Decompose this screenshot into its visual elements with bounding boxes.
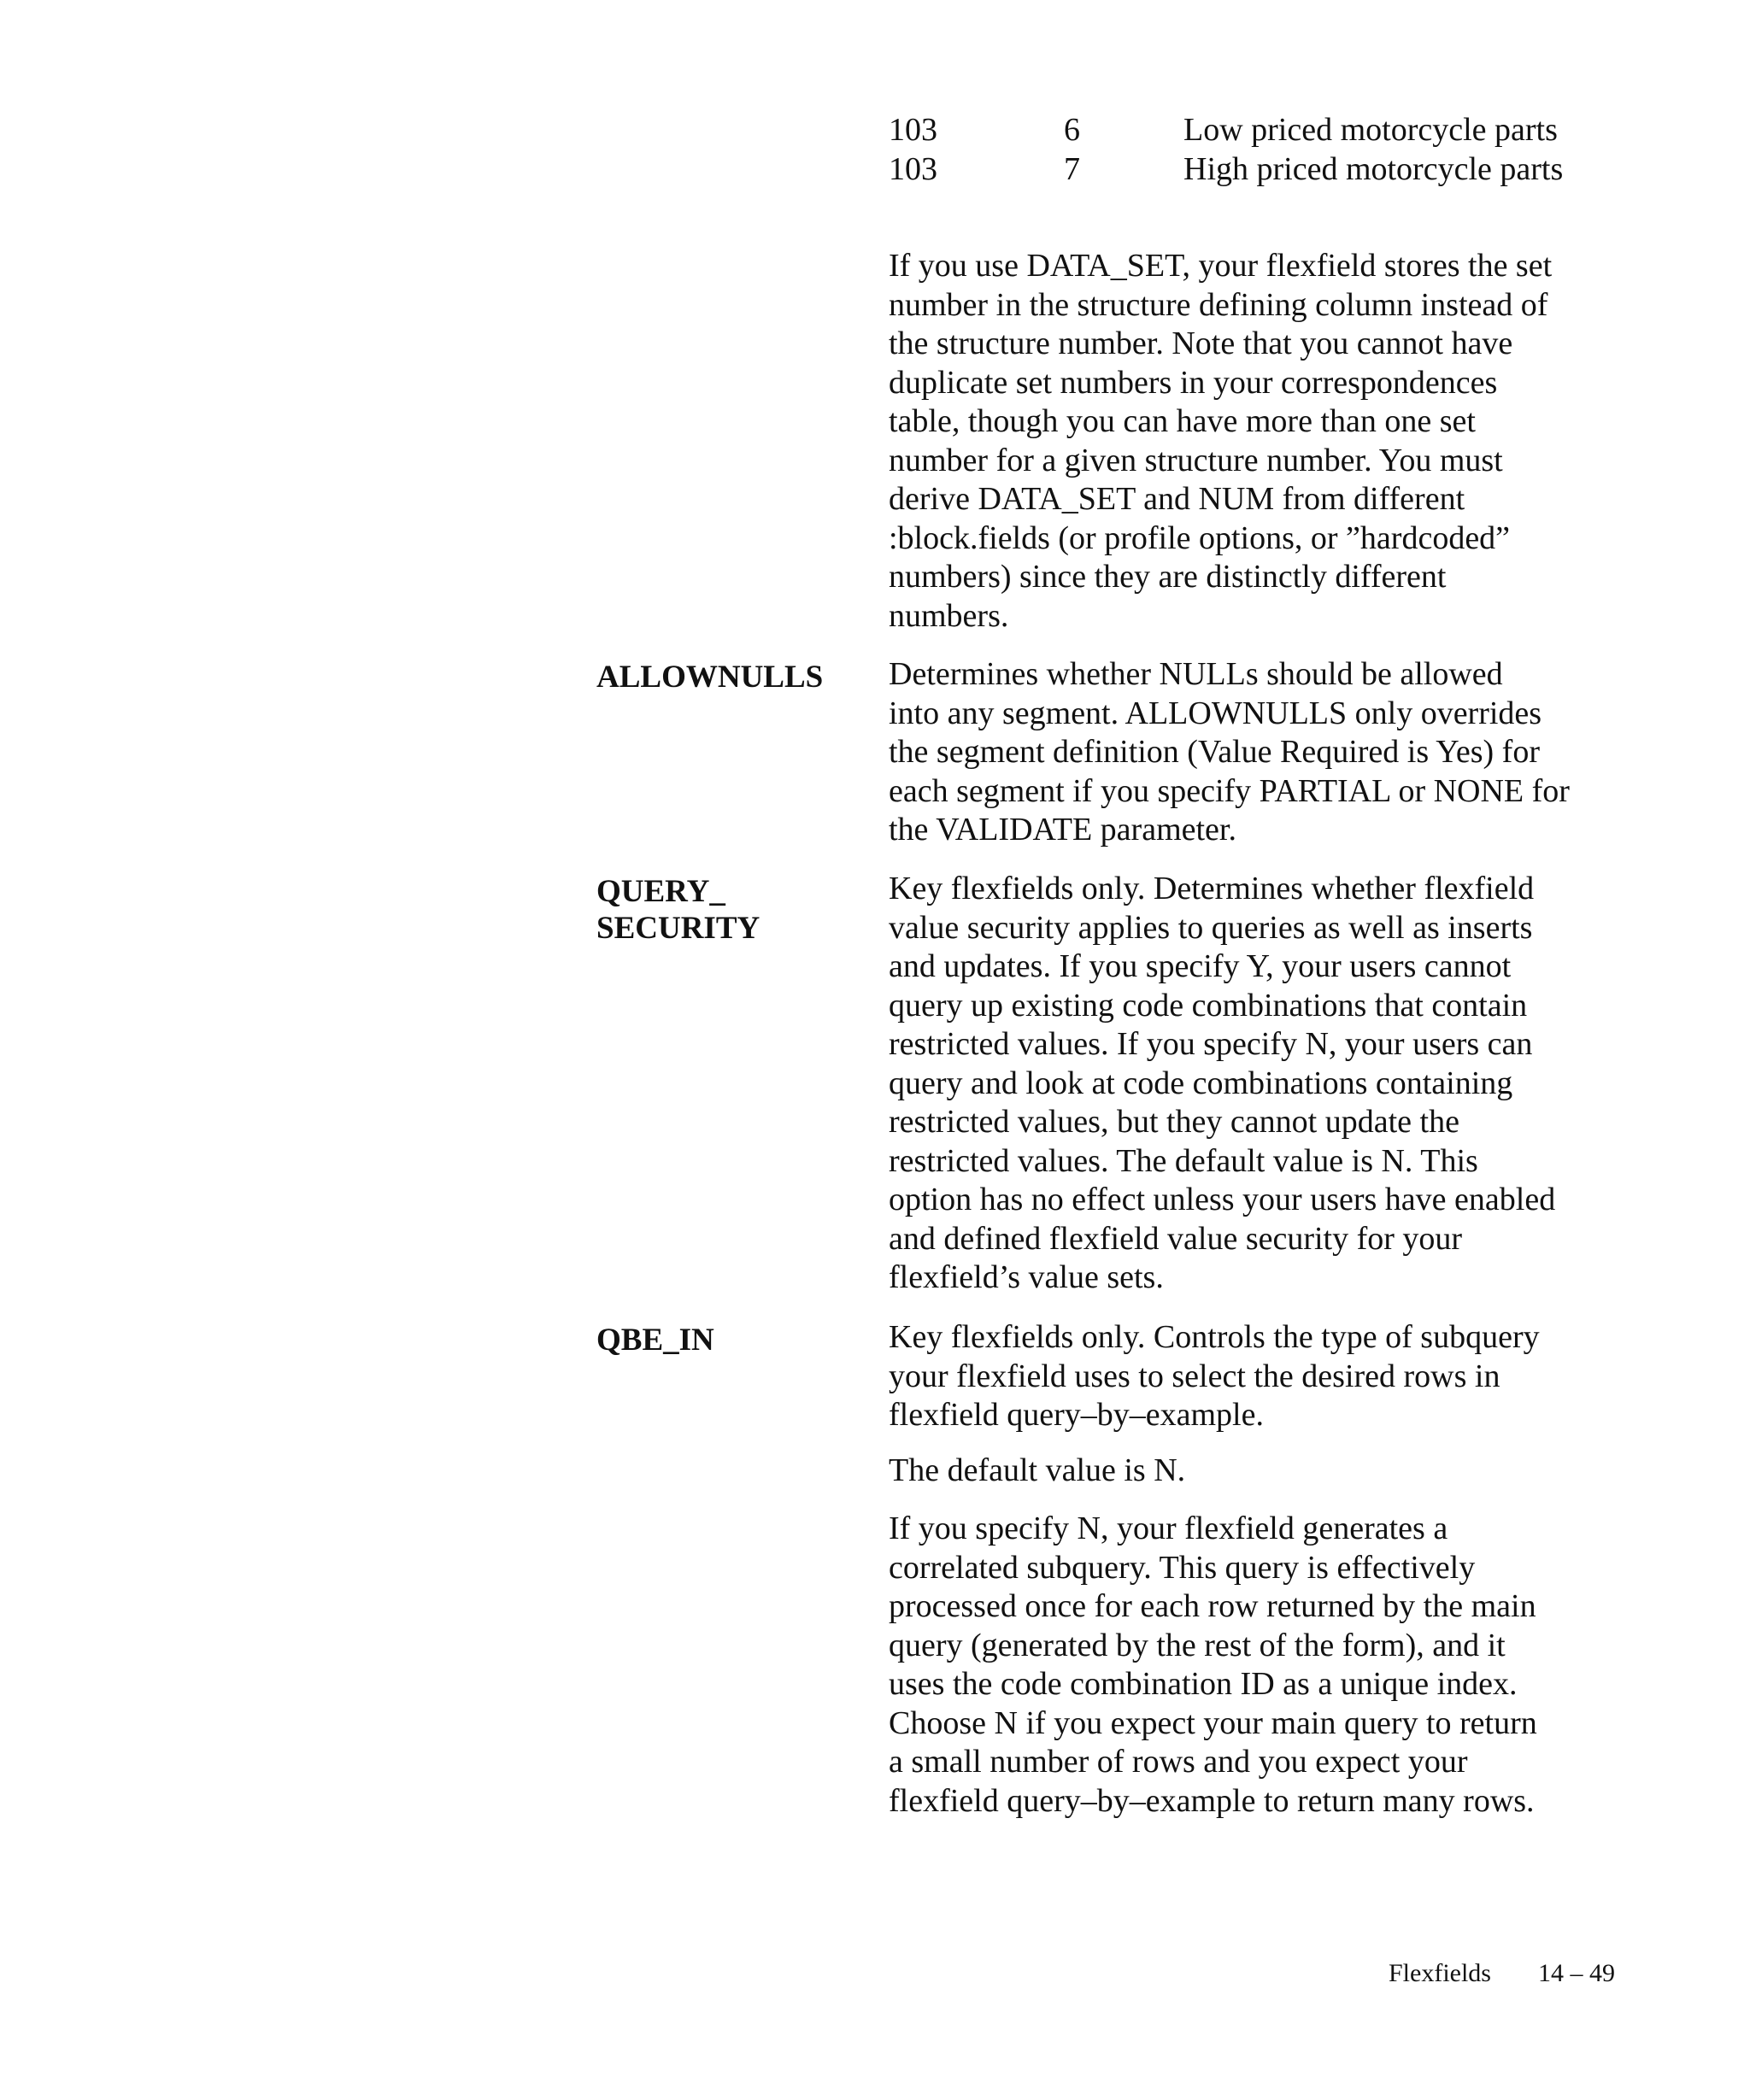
table-cell: High priced motorcycle parts	[1183, 151, 1564, 187]
table-cell: 7	[1064, 151, 1080, 187]
table-cell: 103	[889, 112, 937, 148]
param-term-query-security: QUERY_ SECURITY	[596, 874, 760, 946]
footer-section: Flexfields	[1389, 1959, 1491, 1987]
table-row	[889, 110, 1726, 150]
param-desc-query-security: Key flexfields only. Determines whether flexfield value security applies to queries as well as inserts and updates. If you specify Y, your users cannot query up existing code combinations that contain restricted values. If you specify N, your users can query and look at code combinations containing restricted values, but they cannot update the restricted values. The default value is N. This option has no effect unless your users have enabled and defined flexfield value security for your flexfield’s value sets.	[889, 871, 1556, 1295]
footer-page-number: 14 – 49	[1538, 1959, 1615, 1987]
param-desc-qbe-in-n: If you specify N, your flexfield generates a correlated subquery. This query is effectively processed once for each row returned by the main query (generated by the rest of the form), and it uses the code combination ID as a unique index. Choose N if you expect your main query to return a small number of rows and you expect your flexfield query–by–example to return many rows.	[889, 1510, 1537, 1819]
table-cell: 103	[889, 151, 937, 187]
table-row	[889, 150, 1726, 189]
param-desc-qbe-in: Key flexfields only. Controls the type of subquery your flexfield uses to select the desired rows in flexfield query–by–example.	[889, 1319, 1540, 1433]
table-cell: Low priced motorcycle parts	[1183, 112, 1558, 148]
param-desc-allownulls: Determines whether NULLs should be allowed into any segment. ALLOWNULLS only overrides the segment definition (Value Required is Yes) for each segment if you specify PARTIAL or NONE for the VALIDATE parameter.	[889, 656, 1570, 848]
table-cell: 6	[1064, 112, 1080, 148]
param-term-qbe-in: QBE_IN	[596, 1323, 714, 1358]
data-set-note: If you use DATA_SET, your flexfield stores the set number in the structure defining column instead of the structure number. Note that you cannot have duplicate set numbers in your correspondences table, though you can have more than one set number for a given structure number. You must derive DATA_SET and NUM from different :block.fields (or profile options, or ”hardcoded” numbers) since they are distinctly different numbers.	[889, 248, 1553, 634]
param-term-allownulls: ALLOWNULLS	[596, 660, 824, 695]
param-desc-qbe-in-default: The default value is N.	[889, 1452, 1186, 1488]
